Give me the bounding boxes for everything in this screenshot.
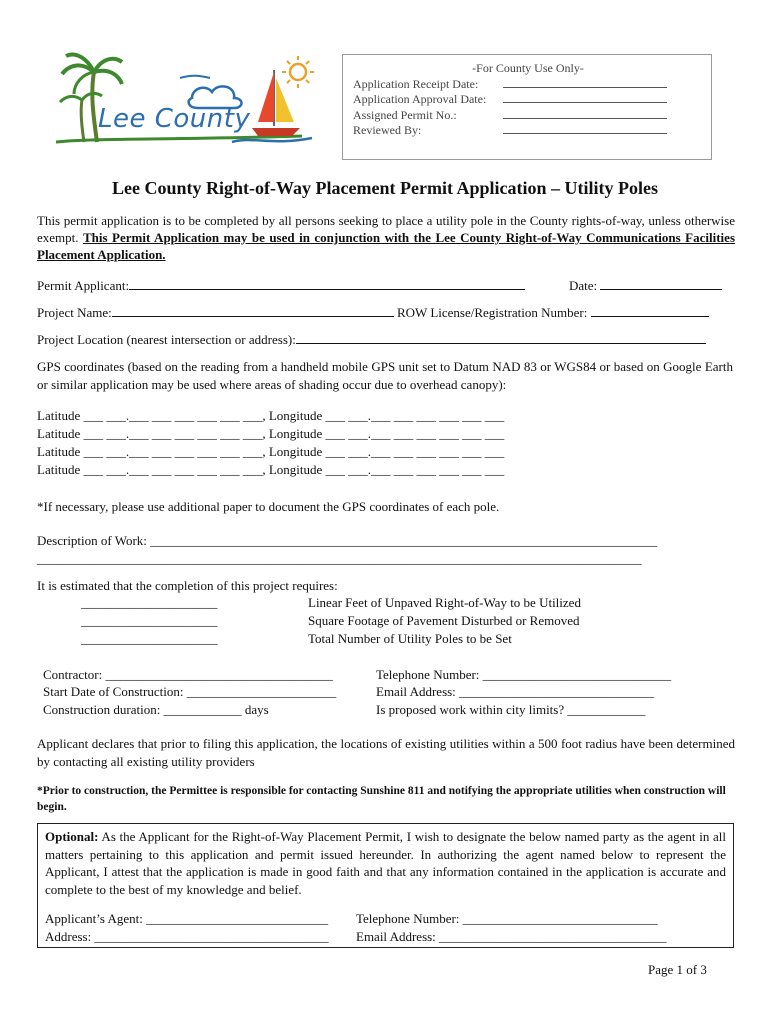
gps-intro: GPS coordinates (based on the reading from a handheld mobile GPS unit set to Datum NAD 83 or WGS84 or based on Google Earth or similar application may be used where areas of shading occur due to overhead canopy):: [37, 359, 733, 392]
gps-line[interactable]: Latitude ___ ___.___ ___ ___ ___ ___ ___, Longitude ___ ___.___ ___ ___ ___ ___ ___: [37, 462, 505, 477]
estimate-item: [81, 630, 218, 648]
approval-date-label: Application Approval Date:: [353, 92, 487, 106]
contractor-field[interactable]: Contractor: ___________________________________: [43, 667, 333, 682]
agent-address-field[interactable]: Address: ____________________________________: [45, 929, 329, 944]
estimate-blank[interactable]: _____________________: [81, 613, 218, 628]
description-line-2[interactable]: _____________________________________________________________________________________________: [37, 551, 642, 566]
permit-no-line: [503, 108, 667, 119]
project-name-row: [37, 304, 709, 322]
county-use-only-box: [342, 54, 712, 160]
reviewed-by-row: [353, 123, 703, 139]
page-number: Page 1 of 3: [648, 962, 707, 977]
reviewed-by-label: Reviewed By:: [353, 123, 422, 137]
page-title: Lee County Right-of-Way Placement Permit Application – Utility Poles: [112, 178, 658, 198]
prior-construction-note: *Prior to construction, the Permittee is responsible for contacting Sunshine 811 and notifying the appropriate utilities when construction will begin.: [37, 785, 726, 813]
gps-line[interactable]: Latitude ___ ___.___ ___ ___ ___ ___ ___, Longitude ___ ___.___ ___ ___ ___ ___ ___: [37, 426, 505, 441]
estimate-blank[interactable]: _____________________: [81, 595, 218, 610]
project-name-line[interactable]: [112, 304, 394, 317]
start-date-field[interactable]: Start Date of Construction: _______________________: [43, 684, 337, 699]
city-limits-field[interactable]: Is proposed work within city limits? ____________: [376, 702, 646, 717]
contractor-email-field[interactable]: Email Address: ______________________________: [376, 684, 655, 699]
optional-text: As the Applicant for the Right-of-Way Placement Permit, I wish to designate the below named party as the agent in all matters pertaining to this application and permit issued hereunder. In authorizing the agent named below to represent the Applicant, I attest that the application is made in good faith and that any information contained in the application is accurate and complete to the best of my knowledge and belief.: [45, 829, 726, 897]
logo-graphic: [52, 50, 322, 150]
declaration-paragraph: Applicant declares that prior to filing this application, the locations of existing utilities within a 500 foot radius have been determined by contacting all existing utility providers: [37, 736, 735, 769]
permit-no-row: [353, 108, 703, 124]
estimate-intro: It is estimated that the completion of this project requires:: [37, 578, 338, 593]
gps-line[interactable]: Latitude ___ ___.___ ___ ___ ___ ___ ___, Longitude ___ ___.___ ___ ___ ___ ___ ___: [37, 444, 505, 459]
receipt-date-line: [503, 77, 667, 88]
receipt-date-label: Application Receipt Date:: [353, 76, 479, 91]
permit-applicant-row: [37, 277, 525, 295]
optional-label: Optional:: [45, 829, 99, 844]
estimate-label: Linear Feet of Unpaved Right-of-Way to be Utilized: [308, 595, 581, 610]
permit-no-label: Assigned Permit No.:: [353, 107, 457, 122]
date-row: [569, 277, 722, 295]
contractor-telephone-field[interactable]: Telephone Number: _____________________________: [376, 667, 672, 682]
intro-plain: This permit application is to be completed by all persons seeking to place a utility pole in the County rights-of-way, unless otherwise exempt.: [37, 213, 735, 245]
row-license-label: ROW License/Registration Number:: [396, 305, 588, 320]
project-location-row: [37, 331, 706, 349]
permit-applicant-label: Permit Applicant:: [37, 278, 130, 293]
estimate-item: [81, 594, 218, 612]
estimate-label: Square Footage of Pavement Disturbed or Removed: [308, 613, 580, 628]
optional-agent-box: [37, 823, 734, 948]
permit-applicant-line[interactable]: [129, 277, 525, 290]
approval-date-row: [353, 92, 703, 108]
county-use-heading: -For County Use Only-: [472, 61, 584, 75]
project-name-label: Project Name:: [37, 305, 112, 320]
optional-paragraph: [45, 828, 726, 898]
duration-field[interactable]: Construction duration: ____________ days: [43, 702, 269, 717]
intro-paragraph: [37, 212, 735, 263]
row-license-line[interactable]: [591, 304, 709, 317]
receipt-date-row: [353, 77, 703, 93]
agent-telephone-field[interactable]: Telephone Number: ______________________________: [356, 911, 658, 926]
intro-emphasis: This Permit Application may be used in conjunction with the Lee County Right-of-Way Communications Facilities Placement Application.: [37, 230, 735, 262]
estimate-blank[interactable]: _____________________: [81, 631, 218, 646]
approval-date-line: [503, 92, 667, 103]
date-line[interactable]: [600, 277, 722, 290]
agent-email-field[interactable]: Email Address: ___________________________________: [356, 929, 667, 944]
gps-lines: [37, 407, 504, 479]
project-location-line[interactable]: [296, 331, 706, 344]
description-of-work[interactable]: Description of Work: ______________________________________________________________________________: [37, 533, 658, 548]
gps-note: *If necessary, please use additional paper to document the GPS coordinates of each pole.: [37, 499, 500, 514]
project-location-label: Project Location (nearest intersection or address):: [37, 332, 296, 347]
gps-line[interactable]: Latitude ___ ___.___ ___ ___ ___ ___ ___, Longitude ___ ___.___ ___ ___ ___ ___ ___: [37, 408, 505, 423]
logo-text: Lee County: [98, 104, 251, 134]
estimate-label: Total Number of Utility Poles to be Set: [308, 631, 512, 646]
estimate-item: [81, 612, 218, 630]
reviewed-by-line: [503, 123, 667, 134]
lee-county-logo: [52, 50, 322, 150]
agent-field[interactable]: Applicant’s Agent: ____________________________: [45, 911, 329, 926]
date-label: Date:: [569, 278, 598, 293]
